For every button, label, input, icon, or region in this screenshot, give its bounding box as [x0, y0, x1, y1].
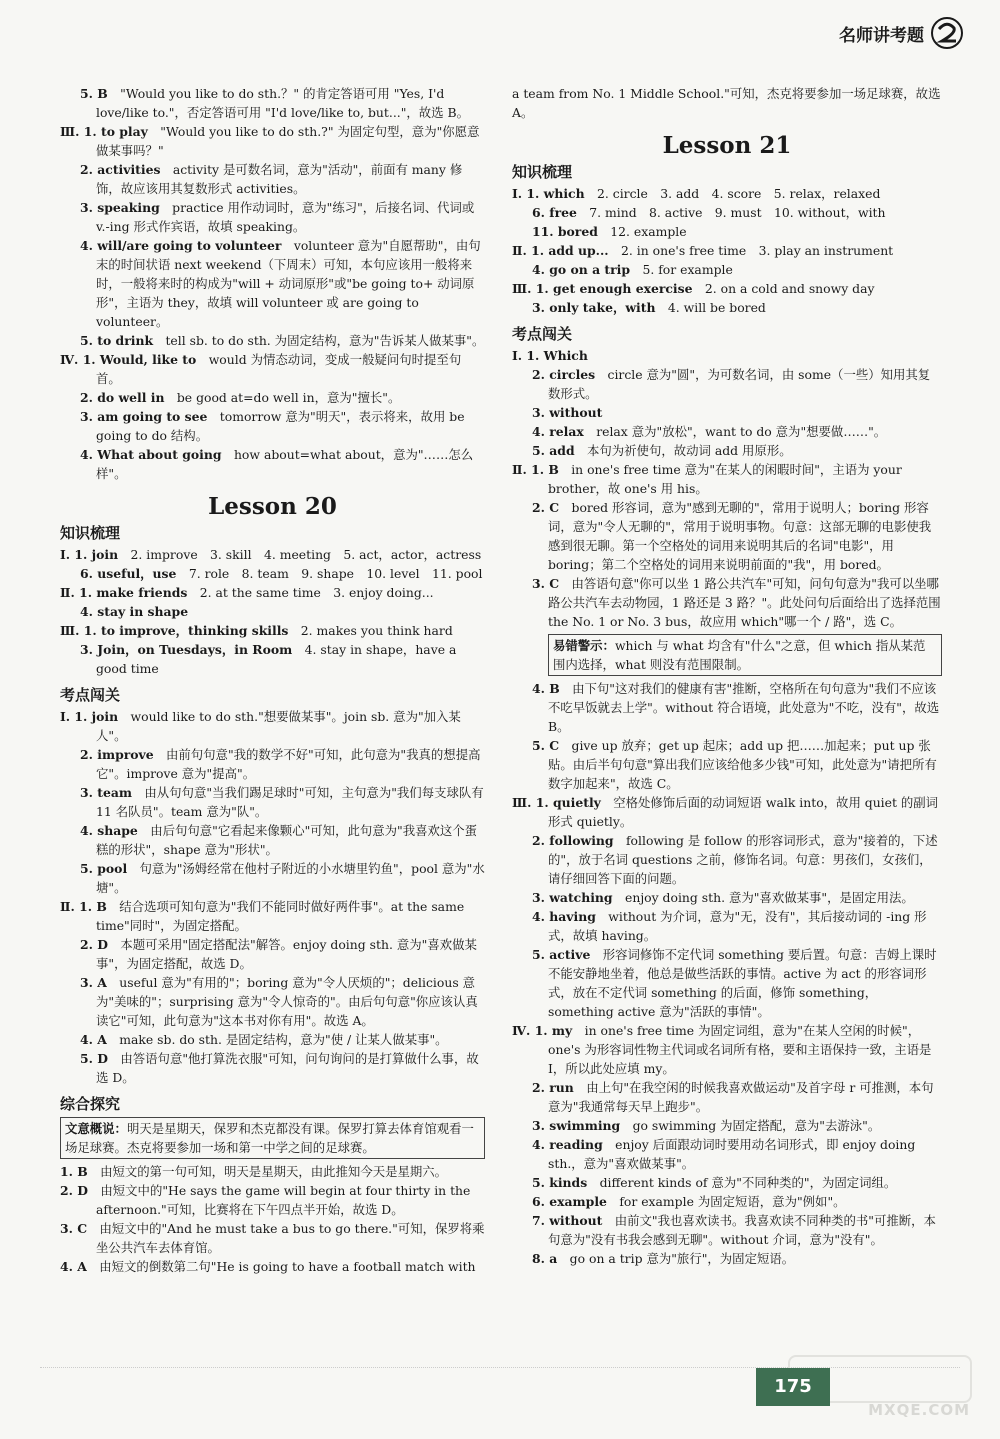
answer-number: 4. What about going — [80, 447, 222, 462]
answer-number: 3. without — [532, 405, 603, 420]
answer-number: Ⅳ. 1. my — [512, 1023, 573, 1038]
answer-number: 4. will/are going to volunteer — [80, 238, 282, 253]
answer-item — [60, 583, 485, 602]
answer-explanation: 由从句句意"当我们踢足球时"可知，主句意为"我们每支球队有 11 名队员"。team 意为"队"。 — [96, 785, 484, 819]
page-number: 175 — [756, 1368, 830, 1406]
warning-box — [548, 634, 942, 676]
answer-number: 6. free — [532, 205, 577, 220]
answer-number: 3. speaking — [80, 200, 160, 215]
answer-number: Ⅲ. 1. to improve，thinking skills — [60, 623, 289, 638]
answer-number: 1. B — [60, 1164, 88, 1179]
answer-item — [512, 1173, 942, 1192]
answer-explanation: 由前句句意"我的数学不好"可知，此句意为"我真的想提高它"。improve 意为"提高"。 — [96, 747, 481, 781]
answer-explanation: 本句为祈使句，故动词 add 用原形。 — [587, 443, 792, 458]
answer-explanation: tomorrow 意为"明天"，表示将来，故用 be going to do 结构。 — [96, 409, 465, 443]
answer-number: 3. only take，with — [532, 300, 656, 315]
answer-number: 2. circles — [532, 367, 596, 382]
answer-number: 3. am going to see — [80, 409, 208, 424]
answer-explanation: 5. for example — [642, 262, 733, 277]
answer-item — [60, 236, 485, 331]
answer-explanation: tell sb. to do sth. 为固定结构，意为"告诉某人做某事"。 — [165, 333, 485, 348]
answer-item — [60, 350, 485, 388]
answer-number: 2. run — [532, 1080, 574, 1095]
answer-explanation: give up 放弃；get up 起床；add up 把……加起来；put up 张贴。由后半句句意"算出我们应该给他多少钱"可知，此处意为"请把所有数字加起来"，故选 C。 — [548, 738, 937, 791]
answer-item — [60, 973, 485, 1030]
answer-number: Ⅰ. 1. which — [512, 186, 585, 201]
answer-number: 3. team — [80, 785, 132, 800]
answer-number: Ⅲ. 1. quietly — [512, 795, 601, 810]
answer-explanation: 由短文中的"He says the game will begin at four thirty in the afternoon."可知，比赛将在下午四点半开始，故选 D。 — [96, 1183, 471, 1217]
answer-item — [60, 707, 485, 745]
answer-number: 6. example — [532, 1194, 607, 1209]
answer-explanation: 2. makes you think hard — [300, 623, 453, 638]
answer-explanation: how about=what about，意为"……怎么样"。 — [96, 447, 474, 481]
answer-explanation: 7. mind 8. active 9. must 10. without，with — [589, 205, 886, 220]
brand-title: 名师讲考题 — [839, 25, 924, 46]
section-heading: 知识梳理 — [512, 163, 573, 181]
answer-number: 5. kinds — [532, 1175, 588, 1190]
paragraph: a team from No. 1 Middle School."可知，杰克将要参加一场足球赛，故选 A。 — [512, 86, 941, 120]
box-label: 文意概说： — [65, 1121, 127, 1136]
answer-number: 4. reading — [532, 1137, 603, 1152]
answer-explanation: 4. will be bored — [667, 300, 766, 315]
watermark-text: MXQE.COM — [868, 1401, 970, 1419]
answer-item — [512, 1192, 942, 1211]
answer-explanation: 由上句"在我空闲的时候我喜欢做运动"及首字母 r 可推测，本句意为"我通常每天早上跑步"。 — [548, 1080, 934, 1114]
answer-number: Ⅰ. 1. Which — [512, 348, 588, 363]
answer-item — [60, 331, 485, 350]
answer-item — [512, 346, 942, 365]
answer-item — [512, 907, 942, 945]
answer-number: 5. active — [532, 947, 591, 962]
answer-item — [60, 1257, 485, 1276]
answer-number: 4. relax — [532, 424, 584, 439]
answer-number: Ⅲ. 1. get enough exercise — [512, 281, 693, 296]
answer-explanation: be good at=do well in，意为"擅长"。 — [176, 390, 401, 405]
lesson-heading: Lesson 20 — [208, 493, 337, 520]
summary-box — [60, 1117, 485, 1159]
answer-item — [512, 793, 942, 831]
answer-number: 5. to drink — [80, 333, 154, 348]
answer-explanation: 2. improve 3. skill 4. meeting 5. act，actor，actress — [130, 547, 482, 562]
answer-explanation: following 是 follow 的形容词形式，意为"接着的，下述的"，放于名词 questions 之前，修饰名词。句意：男孩们，女孩们，请仔细回答下面的问题。 — [548, 833, 938, 886]
answer-explanation: without 为介词，意为"无，没有"，其后接动词的 -ing 形式，故填 having。 — [548, 909, 927, 943]
box-text: which 与 what 均含有"什么"之意，但 which 指从某范围内选择，what 则没有范围限制。 — [553, 638, 926, 672]
answer-number: 3. watching — [532, 890, 613, 905]
answer-item — [60, 745, 485, 783]
answer-explanation: 由答语句意"他打算洗衣服"可知，问句询问的是打算做什么事，故选 D。 — [96, 1051, 479, 1085]
answer-explanation: 由短文的倒数第二句"He is going to have a football match with — [99, 1259, 476, 1274]
box-label: 易错警示： — [553, 638, 615, 653]
answer-number: 2. D — [80, 937, 108, 952]
answer-explanation: go on a trip 意为"旅行"，为固定短语。 — [569, 1251, 795, 1266]
answer-item — [60, 935, 485, 973]
answer-item — [512, 1116, 942, 1135]
section-heading: 综合探究 — [60, 1095, 121, 1113]
answer-number: 3. Join，on Tuesdays，in Room — [80, 642, 293, 657]
answer-item — [60, 821, 485, 859]
answer-item — [60, 84, 485, 122]
answer-item — [60, 198, 485, 236]
answer-item — [512, 403, 942, 422]
answer-explanation: go swimming 为固定搭配，意为"去游泳"。 — [632, 1118, 881, 1133]
answer-number: 7. without — [532, 1213, 603, 1228]
answer-explanation: 2. in one's free time 3. play an instrument — [621, 243, 894, 258]
answer-explanation: would like to do sth."想要做某事"。join sb. 意为"加入某人"。 — [96, 709, 461, 743]
answer-number: Ⅰ. 1. join — [60, 547, 119, 562]
answer-item — [60, 859, 485, 897]
answer-item — [60, 640, 485, 678]
answer-item — [512, 260, 942, 279]
answer-number: 6. useful，use — [80, 566, 177, 581]
answer-explanation: 由后句句意"它看起来像颗心"可知，此句意为"我喜欢这个蛋糕的形状"，shape 意为"形状"。 — [96, 823, 478, 857]
answer-item — [60, 445, 485, 483]
answer-number: 3. A — [80, 975, 107, 990]
answer-explanation: "Would you like to do sth.？" 的肯定答语可用 "Yes, I'd love/like to."，否定答语可用 "I'd love/like to, but..."，故选 B。 — [96, 86, 470, 120]
answer-explanation: enjoy 后面跟动词时要用动名词形式，即 enjoy doing sth.，意为"喜欢做某事"。 — [548, 1137, 916, 1171]
answer-number: 11. bored — [532, 224, 598, 239]
answer-item — [60, 545, 485, 564]
answer-number: 3. swimming — [532, 1118, 621, 1133]
answer-item — [512, 441, 942, 460]
answer-item — [512, 1078, 942, 1116]
answer-item — [60, 122, 485, 160]
lesson-heading: Lesson 21 — [662, 132, 792, 159]
answer-item — [60, 1162, 485, 1181]
answer-explanation: 由答语句意"你可以坐 1 路公共汽车"可知，问句句意为"我可以坐哪路公共汽车去动物园，1 路还是 3 路？"。此处问句后面给出了选择范围 the No. 1 or No. 3 bus，故应用 which"哪一个 / 路"，选 C。 — [548, 576, 941, 629]
answer-item — [512, 184, 942, 203]
answer-explanation: relax 意为"放松"，want to do 意为"想要做……"。 — [596, 424, 887, 439]
answer-item — [60, 407, 485, 445]
answer-item — [60, 1181, 485, 1219]
answer-number: 2. activities — [80, 162, 161, 177]
answer-number: 4. stay in shape — [80, 604, 189, 619]
answer-number: 2. C — [532, 500, 560, 515]
answer-number: 3. C — [532, 576, 560, 591]
answer-explanation: 句意为"汤姆经常在他村子附近的小水塘里钓鱼"，pool 意为"水塘"。 — [96, 861, 485, 895]
brand-logo-icon — [930, 16, 964, 50]
answer-number: 2. following — [532, 833, 614, 848]
answer-item — [512, 498, 942, 574]
answer-explanation: practice 用作动词时，意为"练习"，后接名词、代词或 v.-ing 形式作宾语，故填 speaking。 — [96, 200, 475, 234]
box-text: 明天是星期天，保罗和杰克都没有课。保罗打算去体育馆观看一场足球赛。杰克将要参加一场和第一中学之间的足球赛。 — [65, 1121, 474, 1155]
answer-explanation: volunteer 意为"自愿帮助"，由句末的时间状语 next weekend（下周末）可知，本句应该用一般将来时，一般将来时的构成为"will + 动词原形"或"be going to+ 动词原形"，主语为 they，故填 will volunteer 或 are going to volunteer。 — [96, 238, 481, 329]
answer-item — [512, 241, 942, 260]
answer-explanation: 由下句"这对我们的健康有害"推断，空格所在句句意为"我们不应该不吃早饭就去上学"。without 符合语境，此处意为"不吃，没有"，故选 B。 — [548, 681, 940, 734]
answer-item — [512, 1211, 942, 1249]
answer-item — [512, 679, 942, 736]
answer-explanation: 由前文"我也喜欢读书。我喜欢读不同种类的书"可推断，本句意为"没有书我会感到无聊"。without 介词，意为"没有"。 — [548, 1213, 936, 1247]
answer-item — [512, 1021, 942, 1078]
answer-explanation: 7. role 8. team 9. shape 10. level 11. pool — [188, 566, 483, 581]
answer-number: 4. B — [532, 681, 560, 696]
answer-explanation: activity 是可数名词，意为"活动"，前面有 many 修饰，故应该用其复数形式 activities。 — [96, 162, 463, 196]
answer-item — [60, 897, 485, 935]
answer-explanation: 2. at the same time 3. enjoy doing... — [199, 585, 434, 600]
answer-item — [512, 888, 942, 907]
answer-number: 5. add — [532, 443, 575, 458]
answer-item — [60, 783, 485, 821]
answer-number: Ⅲ. 1. to play — [60, 124, 148, 139]
answer-item — [60, 1030, 485, 1049]
answer-explanation: 空格处修饰后面的动词短语 walk into，故用 quiet 的副词形式 quietly。 — [548, 795, 939, 829]
section-heading: 考点闯关 — [512, 325, 573, 343]
right-column — [512, 84, 942, 1268]
answer-explanation: 4. stay in shape，have a good time — [96, 642, 457, 676]
answer-explanation: bored 形容词，意为"感到无聊的"，常用于说明人；boring 形容词，意为"令人无聊的"，常用于说明事物。句意：这部无聊的电影使我感到很无聊。第一个空格处的词用来说明其后的名词"电影"，用 boring；第二个空格处的词用来说明前面的"我"，用 bored。 — [548, 500, 932, 572]
answer-explanation: 2. circle 3. add 4. score 5. relax，relaxed — [597, 186, 881, 201]
answer-item — [512, 279, 942, 298]
answer-item — [60, 160, 485, 198]
answer-number: Ⅳ. 1. Would, like to — [60, 352, 197, 367]
answer-item — [512, 574, 942, 631]
answer-explanation: useful 意为"有用的"；boring 意为"令人厌烦的"；delicious 意为"美味的"；surprising 意为"令人惊奇的"。由后句句意"你应该认真读它"可知，此句意为"这本书对你有用"。故选 A。 — [96, 975, 478, 1028]
answer-number: 4. having — [532, 909, 596, 924]
answer-number: 2. improve — [80, 747, 154, 762]
answer-number: 4. A — [80, 1032, 107, 1047]
answer-number: Ⅱ. 1. add up... — [512, 243, 609, 258]
answer-item — [60, 1219, 485, 1257]
answer-number: 3. C — [60, 1221, 88, 1236]
answer-item — [512, 831, 942, 888]
answer-explanation: different kinds of 意为"不同种类的"，为固定词组。 — [599, 1175, 897, 1190]
answer-item — [60, 388, 485, 407]
answer-number: 5. C — [532, 738, 560, 753]
answer-explanation: 形容词修饰不定代词 something 要后置。句意：吉姆上课时不能安静地坐着，他总是做些活跃的事情。active 为 act 的形容词形式，放在不定代词 something 的后面，修饰 something，something active 意为"活跃的事情"。 — [548, 947, 937, 1019]
answer-explanation: enjoy doing sth. 意为"喜欢做某事"，是固定用法。 — [625, 890, 914, 905]
answer-item — [512, 422, 942, 441]
section-heading: 知识梳理 — [60, 524, 121, 542]
answer-explanation: 由短文中的"And he must take a bus to go there."可知，保罗将乘坐公共汽车去体育馆。 — [96, 1221, 485, 1255]
answer-explanation: "Would you like to do sth.?" 为固定句型，意为"你愿意做某事吗？" — [96, 124, 480, 158]
answer-item — [60, 564, 485, 583]
answer-explanation: 2. on a cold and snowy day — [704, 281, 875, 296]
answer-explanation: in one's free time 为固定词组，意为"在某人空闲的时候"，one's 为形容词性物主代词或名词所有格，要和主语保持一致，主语是 I，所以此处应填 my。 — [548, 1023, 932, 1076]
answer-item — [512, 1135, 942, 1173]
answer-item — [512, 298, 942, 317]
answer-item — [60, 621, 485, 640]
answer-item — [512, 365, 942, 403]
answer-number: 4. go on a trip — [532, 262, 631, 277]
section-heading: 考点闯关 — [60, 686, 121, 704]
answer-number: 5. pool — [80, 861, 128, 876]
answer-number: 8. a — [532, 1251, 558, 1266]
answer-item — [512, 1249, 942, 1268]
answer-explanation: circle 意为"圆"，为可数名词，由 some（一些）知用其复数形式。 — [548, 367, 931, 401]
answer-number: Ⅱ. 1. B — [60, 899, 107, 914]
answer-item — [512, 945, 942, 1021]
answer-explanation: 由短文的第一句可知，明天是星期天，由此推知今天是星期六。 — [100, 1164, 448, 1179]
answer-explanation: in one's free time 意为"在某人的闲暇时间"，主语为 your brother，故 one's 用 his。 — [548, 462, 902, 496]
left-column — [60, 84, 485, 1276]
answer-explanation: 本题可采用"固定搭配法"解答。enjoy doing sth. 意为"喜欢做某事"，为固定搭配，故选 D。 — [96, 937, 477, 971]
answer-explanation: make sb. do sth. 是固定结构，意为"使 / 让某人做某事"。 — [119, 1032, 448, 1047]
answer-item — [60, 602, 485, 621]
answer-explanation: for example 为固定短语，意为"例如"。 — [619, 1194, 846, 1209]
answer-item — [512, 203, 942, 222]
answer-number: 4. A — [60, 1259, 87, 1274]
answer-explanation: would 为情态动词，变成一般疑问句时提至句首。 — [96, 352, 462, 386]
answer-item — [512, 222, 942, 241]
header-brand — [839, 16, 964, 50]
answer-number: Ⅰ. 1. join — [60, 709, 119, 724]
answer-number: 2. D — [60, 1183, 88, 1198]
answer-number: Ⅱ. 1. make friends — [60, 585, 188, 600]
answer-number: 2. do well in — [80, 390, 165, 405]
answer-number: 5. D — [80, 1051, 108, 1066]
answer-item — [60, 1049, 485, 1087]
answer-number: Ⅱ. 1. B — [512, 462, 559, 477]
answer-explanation: 12. example — [610, 224, 687, 239]
answer-number: 4. shape — [80, 823, 138, 838]
answer-item — [512, 460, 942, 498]
answer-explanation: 结合选项可知句意为"我们不能同时做好两件事"。at the same time"同时"，为固定搭配。 — [96, 899, 465, 933]
answer-number: 5. B — [80, 86, 108, 101]
answer-item — [512, 736, 942, 793]
